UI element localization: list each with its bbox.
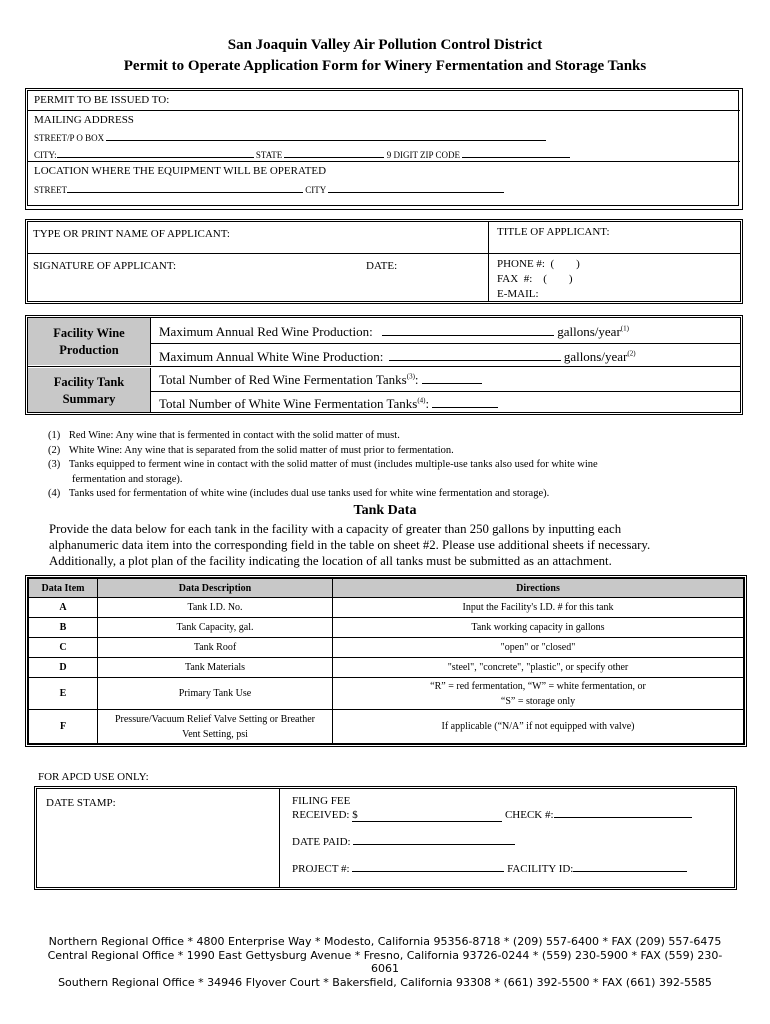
- form-title-line1: San Joaquin Valley Air Pollution Control District: [227, 37, 543, 53]
- state-label: STATE: [255, 150, 283, 160]
- directions-line: “S” = storage only: [500, 695, 576, 707]
- city-field[interactable]: [57, 148, 254, 158]
- footnote-1: [48, 429, 400, 444]
- description-cell: Tank Capacity, gal.: [98, 618, 333, 638]
- red-tanks-row: Total Number of Red Wine Fermentation Tanks$^{(3)}$:: [159, 372, 482, 388]
- description-cell: [98, 710, 333, 744]
- date-stamp-label: DATE STAMP:: [46, 797, 116, 809]
- facility-field[interactable]: [573, 862, 687, 872]
- divider: [279, 789, 280, 887]
- apcd-heading: FOR APCD USE ONLY:: [38, 771, 149, 783]
- description-cell: Tank Roof: [98, 638, 333, 658]
- red-tanks-field[interactable]: [422, 374, 482, 384]
- tank-data-heading: Tank Data: [353, 503, 417, 518]
- white-production-label: Maximum Annual White Wine Production:: [159, 349, 384, 364]
- state-field[interactable]: [284, 148, 384, 158]
- white-tanks-label: Total Number of White Wine Fermentation Tanks: [159, 396, 418, 411]
- directions-line: “R” = red fermentation, “W” = white fermentation, or: [430, 680, 646, 692]
- column-header: Directions: [333, 579, 744, 598]
- location-city-field[interactable]: [328, 183, 504, 193]
- footnote-2-text: White Wine: Any wine that is separated from the solid matter of must prior to fermentation.: [68, 444, 454, 456]
- table-row: [29, 658, 744, 678]
- tank-data-table: [28, 578, 744, 744]
- red-production-row: [159, 324, 629, 340]
- red-tanks-label: Total Number of Red Wine Fermentation Tanks: [159, 372, 407, 387]
- applicant-title-label: TITLE OF APPLICANT:: [497, 226, 610, 238]
- applicant-name-label: TYPE OR PRINT NAME OF APPLICANT:: [33, 228, 230, 240]
- description-line: Pressure/Vacuum Relief Valve Setting or Breather: [114, 713, 316, 725]
- red-production-field[interactable]: [382, 326, 554, 336]
- table-row: [29, 598, 744, 618]
- divider: [27, 110, 740, 111]
- white-production-field[interactable]: [389, 351, 561, 361]
- white-tanks-row: Total Number of White Wine Fermentation Tanks$^{(4)}$:: [159, 396, 498, 412]
- tank-summary-label: Facility Tank Summary: [53, 375, 125, 406]
- footnote-2-number: (2): [48, 444, 61, 456]
- data-item-cell: F: [29, 710, 98, 744]
- data-item-cell: B: [29, 618, 98, 638]
- intro-line-1: Provide the data below for each tank in the facility with a capacity of greater than 250 gallons by inputting each: [49, 522, 622, 536]
- table-row: [29, 638, 744, 658]
- footnote-2: [48, 444, 454, 459]
- location-street-label: STREET: [34, 185, 67, 195]
- mailing-address-label: MAILING ADDRESS: [34, 114, 134, 126]
- red-production-unit: gallons/year: [557, 324, 621, 339]
- received-field[interactable]: [352, 809, 502, 822]
- directions-cell: Input the Facility's I.D. # for this tank: [333, 598, 744, 618]
- white-production-row: [159, 349, 636, 365]
- footnote-ref-3: (3): [406, 372, 415, 381]
- footnote-ref-2: (2): [627, 349, 636, 358]
- table-row: [29, 710, 744, 744]
- phone-label: PHONE #: ( ): [497, 258, 580, 270]
- footnote-4-text: Tanks used for fermentation of white wine (includes dual use tanks used for white wine fermentation and storage).: [68, 488, 550, 499]
- signature-label: SIGNATURE OF APPLICANT:: [33, 260, 177, 272]
- footnote-3-number: (3): [48, 459, 61, 470]
- dollar-sign: $: [352, 809, 358, 821]
- date-paid-label: DATE PAID:: [292, 836, 351, 848]
- column-header: Data Item: [29, 579, 98, 598]
- footer-central-office: Central Regional Office * 1990 East Gettysburg Avenue * Fresno, California 93726-0244 * (559) 230-5900 * FAX (559) 230-: [47, 948, 723, 962]
- divider: [151, 343, 740, 344]
- facility-label: FACILITY ID:: [507, 863, 574, 875]
- project-row: [292, 862, 687, 875]
- table-header-row: [29, 579, 744, 598]
- footnote-ref-4: (4): [417, 396, 426, 405]
- description-cell: Primary Tank Use: [98, 678, 333, 710]
- fax-label: FAX #: ( ): [497, 273, 573, 285]
- divider: [28, 366, 740, 367]
- data-item-cell: E: [29, 678, 98, 710]
- table-row: [29, 618, 744, 638]
- footnote-3-text-cont: fermentation and storage).: [72, 473, 183, 485]
- location-street-field[interactable]: [67, 183, 303, 193]
- street-po-field[interactable]: [106, 131, 546, 141]
- date-label: DATE:: [366, 260, 398, 272]
- footer-southern-office: Southern Regional Office * 34946 Flyover Court * Bakersfield, California 93308 * (661) 392-5500 * FAX (661) 392-5585: [58, 975, 712, 989]
- location-street-row: [34, 183, 504, 195]
- description-cell: Tank I.D. No.: [98, 598, 333, 618]
- directions-cell: Tank working capacity in gallons: [333, 618, 744, 638]
- directions-cell: If applicable (“N/A” if not equipped with valve): [333, 710, 744, 744]
- footnote-1-text: Red Wine: Any wine that is fermented in contact with the solid matter of must.: [68, 430, 400, 441]
- city-state-zip-row: [34, 148, 570, 160]
- white-tanks-field[interactable]: [432, 398, 498, 408]
- column-header: Data Description: [98, 579, 333, 598]
- intro-line-3: Additionally, a plot plan of the facility indicating the location of all tanks must be submitted as an attachment.: [49, 554, 612, 568]
- description-line: Vent Setting, psi: [182, 728, 248, 740]
- footer-central-office-cont: 6061: [371, 962, 399, 975]
- footnote-ref-1: (1): [620, 324, 629, 333]
- footer-northern-office: Northern Regional Office * 4800 Enterprise Way * Modesto, California 95356-8718 * (209) 557-6400 * FAX (209) 557-6475: [48, 935, 722, 948]
- data-item-cell: D: [29, 658, 98, 678]
- footnote-3: [48, 458, 598, 473]
- permit-issued-to-label: PERMIT TO BE ISSUED TO:: [34, 94, 170, 106]
- divider: [488, 222, 489, 301]
- footnote-3-text: Tanks equipped to ferment wine in contact with the solid matter of must (includes multiple-use tanks also used for white wine: [68, 459, 598, 470]
- footnote-4-number: (4): [48, 488, 61, 499]
- city-label: CITY:: [34, 150, 57, 160]
- received-row: [292, 808, 692, 822]
- table-row: [29, 678, 744, 710]
- white-production-unit: gallons/year: [563, 349, 628, 364]
- project-label: PROJECT #:: [292, 863, 350, 875]
- street-po-label: STREET/P O BOX: [34, 133, 105, 143]
- data-item-cell: A: [29, 598, 98, 618]
- divider: [28, 253, 740, 254]
- red-production-label: Maximum Annual Red Wine Production:: [159, 324, 373, 339]
- divider: [27, 161, 740, 162]
- footnote-1-number: (1): [48, 430, 61, 441]
- check-label: CHECK #:: [504, 809, 554, 821]
- check-field[interactable]: [554, 808, 692, 818]
- location-city-label: CITY: [305, 185, 326, 195]
- directions-cell: "open" or "closed": [333, 638, 744, 658]
- wine-production-label: Facility Wine Production: [53, 326, 125, 357]
- form-title-line2: Permit to Operate Application Form for Winery Fermentation and Storage Tanks: [123, 58, 647, 74]
- directions-cell: [333, 678, 744, 710]
- intro-line-2: alphanumeric data item into the corresponding field in the table on sheet #2. Please use additional sheets if necessary.: [49, 538, 651, 552]
- date-paid-field[interactable]: [353, 835, 515, 845]
- project-field[interactable]: [352, 862, 504, 872]
- footnote-4: [48, 487, 549, 502]
- tank-data-intro: [49, 521, 650, 569]
- zip-field[interactable]: [462, 148, 570, 158]
- date-paid-row: [292, 835, 515, 848]
- location-label: LOCATION WHERE THE EQUIPMENT WILL BE OPERATED: [34, 165, 327, 177]
- email-label: E-MAIL:: [497, 288, 539, 300]
- description-cell: Tank Materials: [98, 658, 333, 678]
- street-po-row: [34, 131, 546, 143]
- zip-label: 9 DIGIT ZIP CODE: [386, 150, 460, 160]
- data-item-cell: C: [29, 638, 98, 658]
- received-label: RECEIVED:: [292, 809, 350, 821]
- filing-fee-label: FILING FEE: [292, 795, 351, 807]
- footer: [0, 935, 770, 989]
- divider: [151, 391, 740, 392]
- directions-cell: "steel", "concrete", "plastic", or specify other: [333, 658, 744, 678]
